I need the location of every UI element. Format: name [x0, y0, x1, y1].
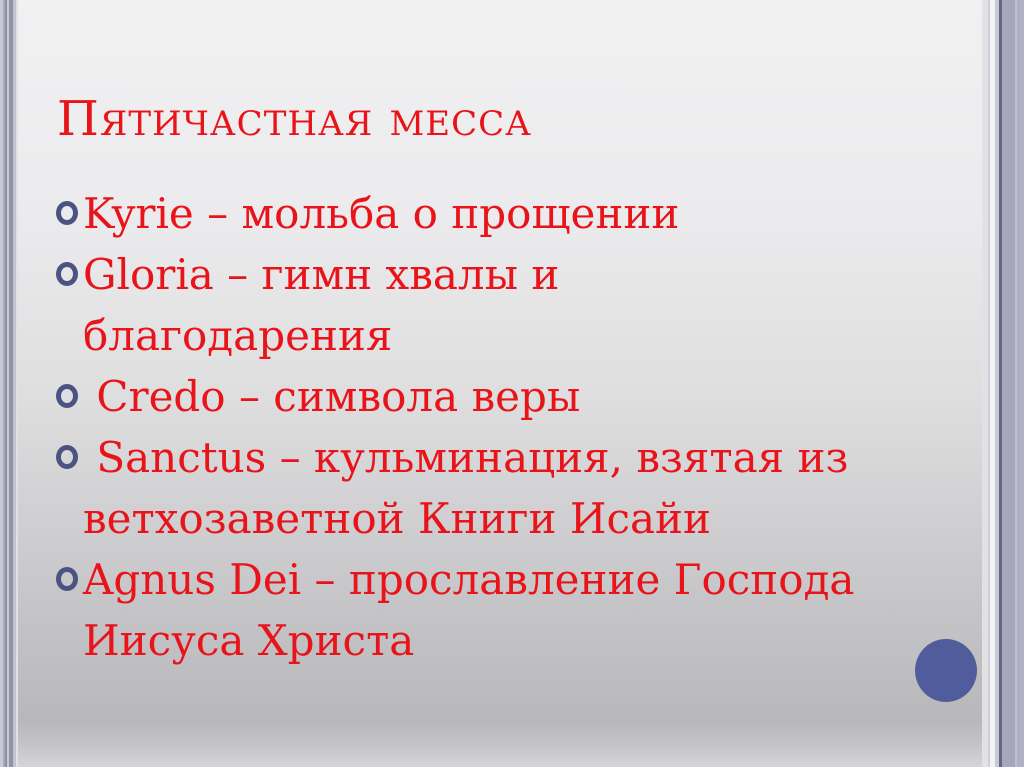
list-item-text: Sanctus – кульминация, взятая из [83, 433, 849, 482]
bullet-ring-icon [56, 567, 78, 591]
list-item-text-continuation: ветхозаветной Книги Исайи [83, 494, 712, 543]
list-item-text: Credo – символа веры [83, 372, 581, 421]
list-item [56, 427, 896, 549]
left-binding-stripes [0, 0, 18, 767]
list-item [56, 366, 896, 427]
accent-circle [915, 639, 977, 702]
bullet-list [56, 183, 896, 671]
list-item-text-continuation: Иисуса Христа [83, 616, 415, 665]
list-item [56, 183, 896, 244]
list-item-text: Gloria – гимн хвалы и [83, 250, 560, 299]
list-item-text: Agnus Dei – прославление Господа [83, 555, 855, 604]
slide-title: Пятичастная месса [57, 91, 532, 147]
right-binding-stripes [982, 0, 1024, 767]
list-item-text: Kyrie – мольба о прощении [83, 189, 680, 238]
bullet-ring-icon [56, 445, 78, 469]
bullet-ring-icon [56, 262, 78, 286]
list-item [56, 244, 896, 366]
bullet-ring-icon [56, 384, 78, 408]
list-item [56, 549, 896, 671]
list-item-text-continuation: благодарения [83, 311, 393, 360]
bullet-ring-icon [56, 201, 78, 225]
